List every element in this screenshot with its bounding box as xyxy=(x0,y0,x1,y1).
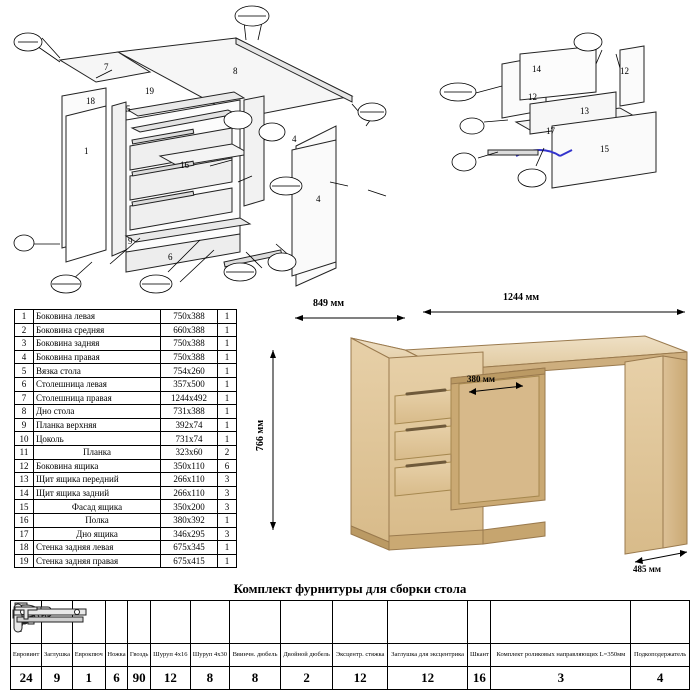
table-row xyxy=(15,391,237,405)
exploded-cabinet-svg xyxy=(0,0,400,300)
part-qty: 1 xyxy=(218,364,237,378)
hardware-name: Гвоздь xyxy=(128,644,151,667)
part-dimensions: 266x110 xyxy=(161,473,218,487)
part-qty: 2 xyxy=(218,445,237,459)
screw-icon xyxy=(151,601,191,644)
exploded-cabinet-diagram xyxy=(0,0,400,300)
hardware-name: Еврокпюч xyxy=(72,644,105,667)
hardware-qty: 90 xyxy=(128,667,151,690)
table-row xyxy=(15,377,237,391)
callout-drawer-14: 14 xyxy=(532,64,541,74)
part-name: Столешница левая xyxy=(34,377,161,391)
part-no: 4 xyxy=(15,350,34,364)
hardware-qty: 24 xyxy=(11,667,42,690)
part-no: 5 xyxy=(15,364,34,378)
table-row xyxy=(15,337,237,351)
hardware-qty: 12 xyxy=(151,667,191,690)
part-name: Боковина средняя xyxy=(34,323,161,337)
part-qty: 1 xyxy=(218,391,237,405)
dim-inner-label: 380 мм xyxy=(467,374,496,384)
table-row xyxy=(15,459,237,473)
exploded-drawer-svg xyxy=(420,30,700,200)
part-no: 15 xyxy=(15,500,34,514)
table-row xyxy=(15,364,237,378)
part-no: 19 xyxy=(15,554,34,568)
hardware-name: Шкант xyxy=(468,644,491,667)
part-no: 1 xyxy=(15,310,34,324)
part-dimensions: 392x74 xyxy=(161,418,218,432)
hardware-qty: 1 xyxy=(72,667,105,690)
part-no: 2 xyxy=(15,323,34,337)
hardware-qty: 2 xyxy=(280,667,332,690)
screw-long-icon xyxy=(190,601,230,644)
callout-drawer-13: 13 xyxy=(580,106,589,116)
part-no: 10 xyxy=(15,432,34,446)
callout-19: 19 xyxy=(145,86,154,96)
double-dowel-icon xyxy=(280,601,332,644)
part-dimensions: 750x388 xyxy=(161,337,218,351)
part-qty: 1 xyxy=(218,541,237,555)
hardware-qty: 8 xyxy=(230,667,281,690)
callout-16: 16 xyxy=(180,160,189,170)
callout-10: 6 xyxy=(168,252,173,262)
hardware-name: Шуруп 4х16 xyxy=(151,644,191,667)
nail-icon xyxy=(128,601,151,644)
part-dimensions: 675x345 xyxy=(161,541,218,555)
hardware-qty: 16 xyxy=(468,667,491,690)
hardware-qty: 12 xyxy=(387,667,467,690)
part-qty: 1 xyxy=(218,310,237,324)
part-no: 14 xyxy=(15,486,34,500)
part-qty: 3 xyxy=(218,500,237,514)
part-dimensions: 266x110 xyxy=(161,486,218,500)
part-name: Планка xyxy=(34,445,161,459)
table-row xyxy=(15,310,237,324)
hardware-name: Подкоподержатель xyxy=(631,644,690,667)
part-no: 9 xyxy=(15,418,34,432)
hardware-name: Евровинт xyxy=(11,644,42,667)
hardware-qty: 3 xyxy=(491,667,631,690)
part-name: Вязка стола xyxy=(34,364,161,378)
part-no: 11 xyxy=(15,445,34,459)
part-dimensions: 350x110 xyxy=(161,459,218,473)
dim-top-left-label: 849 мм xyxy=(313,298,345,309)
part-name: Стенка задняя левая xyxy=(34,541,161,555)
part-name: Фасад ящика xyxy=(34,500,161,514)
part-dimensions: 380x392 xyxy=(161,513,218,527)
part-qty: 1 xyxy=(218,337,237,351)
dim-top-right-label: 1244 мм xyxy=(503,292,540,303)
part-no: 6 xyxy=(15,377,34,391)
part-name: Щит ящика задний xyxy=(34,486,161,500)
part-dimensions: 323x60 xyxy=(161,445,218,459)
part-name: Дно ящика xyxy=(34,527,161,541)
table-row xyxy=(15,541,237,555)
assembled-desk-svg xyxy=(255,300,700,580)
part-name: Боковина задняя xyxy=(34,337,161,351)
part-no: 16 xyxy=(15,513,34,527)
dim-height-label: 766 мм xyxy=(255,419,267,452)
table-row xyxy=(15,527,237,541)
hardware-name: Эксцентр. стяжка xyxy=(333,644,388,667)
part-no: 17 xyxy=(15,527,34,541)
hardware-qty: 6 xyxy=(105,667,127,690)
callout-drawer-15: 15 xyxy=(600,144,609,154)
table-row xyxy=(15,473,237,487)
exploded-drawer-diagram xyxy=(420,30,700,200)
callout-drawer-12a: 12 xyxy=(528,92,537,102)
hardware-title: Комплект фурнитуры для сборки стола xyxy=(233,581,467,596)
hardware-qty: 12 xyxy=(333,667,388,690)
part-no: 13 xyxy=(15,473,34,487)
callout-drawer-12b: 12 xyxy=(620,66,629,76)
callout-5: 4 xyxy=(292,134,297,144)
part-name: Столешница правая xyxy=(34,391,161,405)
part-no: 8 xyxy=(15,405,34,419)
part-dimensions: 750x388 xyxy=(161,350,218,364)
slide-rail-icon xyxy=(491,601,631,644)
part-qty: 3 xyxy=(218,486,237,500)
hardware-qty: 9 xyxy=(42,667,73,690)
part-dimensions: 1244x492 xyxy=(161,391,218,405)
part-qty: 1 xyxy=(218,405,237,419)
callout-drawer-17: 17 xyxy=(546,126,555,136)
part-dimensions: 660x388 xyxy=(161,323,218,337)
part-qty: 1 xyxy=(218,377,237,391)
table-row xyxy=(15,323,237,337)
part-qty: 1 xyxy=(218,418,237,432)
part-dimensions: 754x260 xyxy=(161,364,218,378)
part-dimensions: 731x74 xyxy=(161,432,218,446)
part-qty: 1 xyxy=(218,432,237,446)
callout-8: 9 xyxy=(128,236,133,246)
parts-table xyxy=(14,309,237,568)
hardware-name: Заглушка xyxy=(42,644,73,667)
part-no: 18 xyxy=(15,541,34,555)
part-dimensions: 346x295 xyxy=(161,527,218,541)
hardware-name: Комплект роликовых направляющих L=350мм xyxy=(491,644,631,667)
dim-depth-label: 485 мм xyxy=(633,564,662,574)
hardware-name: Ввинчн. дюбель xyxy=(230,644,281,667)
hardware-qty: 8 xyxy=(190,667,230,690)
part-dimensions: 750x388 xyxy=(161,310,218,324)
part-qty: 1 xyxy=(218,513,237,527)
part-dimensions: 357x500 xyxy=(161,377,218,391)
hardware-name: Шуруп 4х30 xyxy=(190,644,230,667)
part-qty: 1 xyxy=(218,350,237,364)
dowel-icon xyxy=(468,601,491,644)
table-row xyxy=(15,432,237,446)
part-no: 12 xyxy=(15,459,34,473)
part-qty: 3 xyxy=(218,473,237,487)
part-no: 3 xyxy=(15,337,34,351)
part-no: 7 xyxy=(15,391,34,405)
part-dimensions: 731x388 xyxy=(161,405,218,419)
hardware-name: Ножка xyxy=(105,644,127,667)
callout-18: 18 xyxy=(86,96,95,106)
part-qty: 1 xyxy=(218,554,237,568)
part-name: Щит ящика передний xyxy=(34,473,161,487)
part-name: Боковина правая xyxy=(34,350,161,364)
callout-4: 4 xyxy=(316,194,321,204)
part-name: Планка верхняя xyxy=(34,418,161,432)
part-name: Стенка задняя правая xyxy=(34,554,161,568)
part-qty: 3 xyxy=(218,527,237,541)
foot-icon xyxy=(105,601,127,644)
callout-9: 5 xyxy=(126,104,131,114)
callout-6: 7 xyxy=(104,62,109,72)
part-name: Боковина ящика xyxy=(34,459,161,473)
table-row xyxy=(15,445,237,459)
table-row xyxy=(15,350,237,364)
table-row xyxy=(15,405,237,419)
hardware-qty: 4 xyxy=(631,667,690,690)
part-name: Цоколь xyxy=(34,432,161,446)
callout-7: 8 xyxy=(233,66,238,76)
screw-in-dowel-icon xyxy=(230,601,281,644)
part-name: Боковина левая xyxy=(34,310,161,324)
table-row xyxy=(15,513,237,527)
cup-holder-icon xyxy=(631,601,690,644)
assembled-desk-view xyxy=(255,292,700,580)
part-qty: 6 xyxy=(218,459,237,473)
callout-1: 1 xyxy=(84,146,89,156)
hardware-table xyxy=(10,600,690,690)
hardware-name: Двойной дюбель xyxy=(280,644,332,667)
cam-cap-icon xyxy=(387,601,467,644)
part-name: Полка xyxy=(34,513,161,527)
table-row xyxy=(15,418,237,432)
part-name: Дно стола xyxy=(34,405,161,419)
part-qty: 1 xyxy=(218,323,237,337)
cam-lock-icon xyxy=(333,601,388,644)
part-dimensions: 675x415 xyxy=(161,554,218,568)
part-dimensions: 350x200 xyxy=(161,500,218,514)
hardware-name: Заглушка для эксцентрика xyxy=(387,644,467,667)
table-row xyxy=(15,486,237,500)
table-row xyxy=(15,500,237,514)
table-row xyxy=(15,554,237,568)
